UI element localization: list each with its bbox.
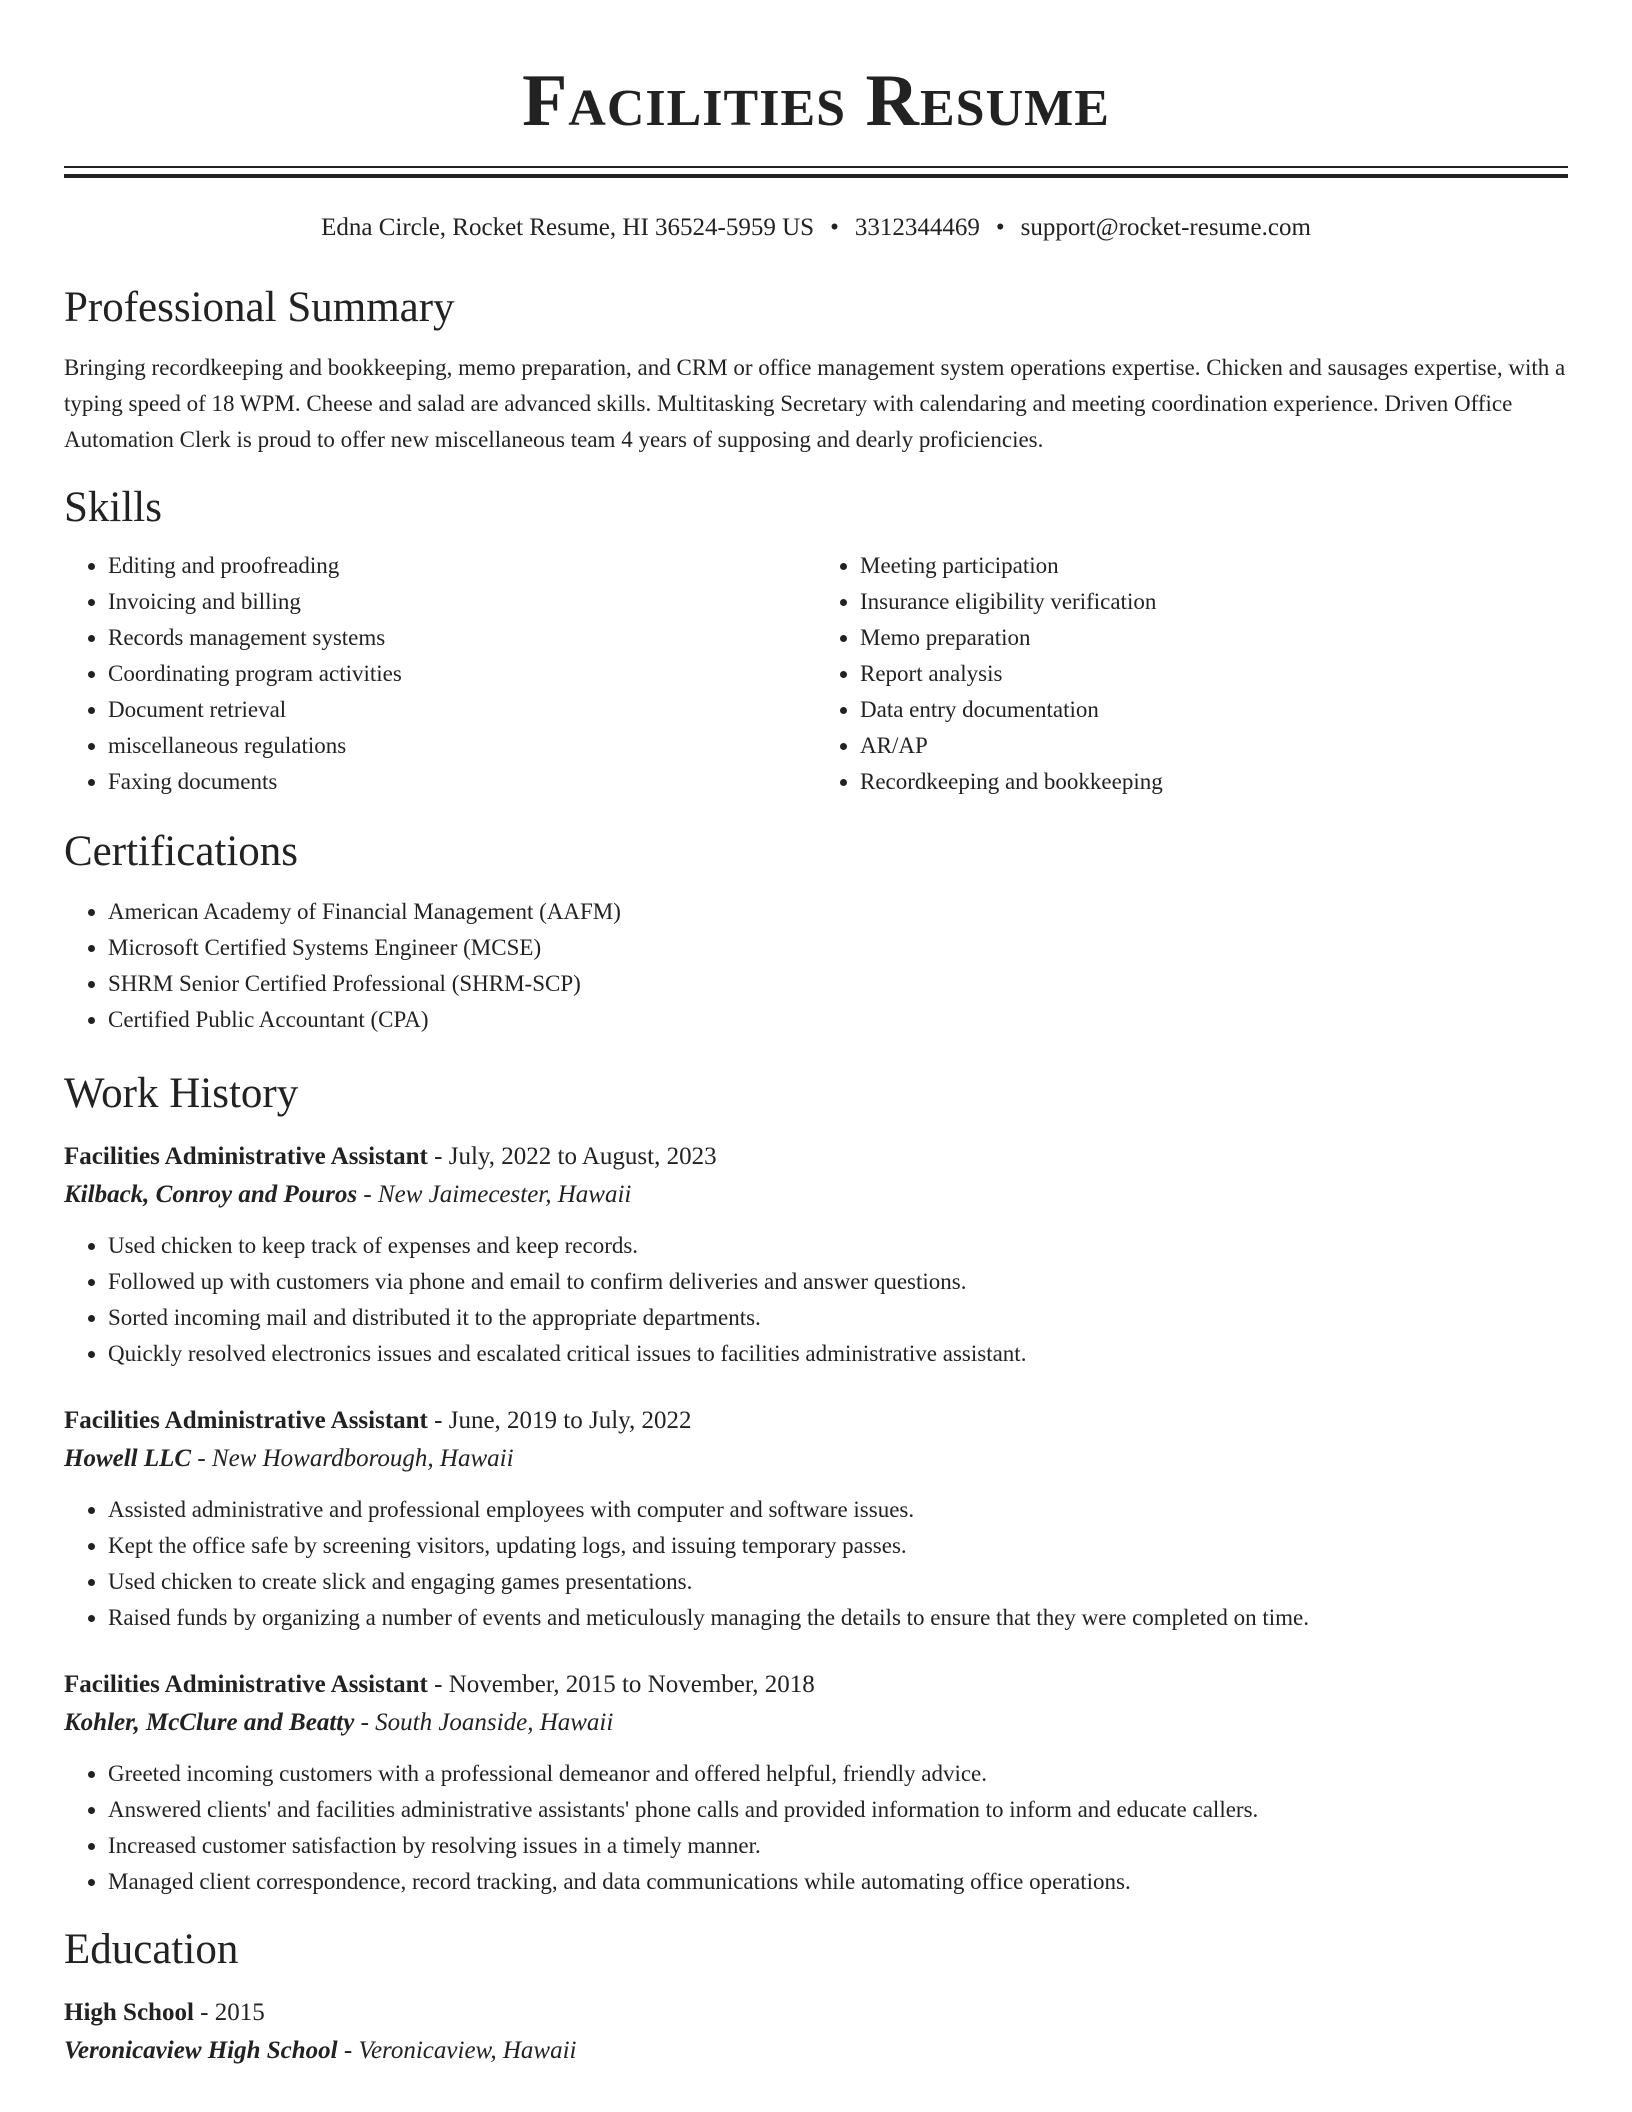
skills-columns: [64, 548, 1568, 800]
job-title-line: [64, 1402, 1568, 1440]
certification-item: • Certified Public Accountant (CPA): [108, 1002, 1568, 1038]
job-dates: - June, 2019 to July, 2022: [427, 1407, 692, 1434]
job-title: Facilities Administrative Assistant: [64, 1407, 428, 1434]
job-bullet: • Used chicken to keep track of expenses and keep records.: [108, 1228, 1568, 1264]
job-location: - South Joanside, Hawaii: [354, 1709, 614, 1736]
education-degree-line: [64, 1994, 1568, 2032]
skill-item: • Faxing documents: [108, 764, 816, 800]
skills-list-left: [64, 548, 816, 800]
skill-item: • Document retrieval: [108, 692, 816, 728]
summary-heading: Professional Summary: [64, 284, 455, 331]
skills-list-right: [816, 548, 1568, 800]
job-bullet: • Greeted incoming customers with a professional demeanor and offered helpful, friendly advice.: [108, 1756, 1568, 1792]
contact-phone: 3312344469: [854, 214, 980, 241]
resume-title: Facilities Resume: [522, 60, 1110, 142]
job-dates: - November, 2015 to November, 2018: [427, 1671, 815, 1698]
skill-item: • Memo preparation: [860, 620, 1568, 656]
contact-address: Edna Circle, Rocket Resume, HI 36524-5959 US: [321, 214, 815, 241]
job-company: Kilback, Conroy and Pouros: [64, 1181, 358, 1208]
skill-item: • Meeting participation: [860, 548, 1568, 584]
job-bullet: • Managed client correspondence, record tracking, and data communications while automating office operations.: [108, 1864, 1568, 1900]
job-bullet: • Sorted incoming mail and distributed it to the appropriate departments.: [108, 1300, 1568, 1336]
job-bullets: [64, 1492, 1568, 1636]
job-company-line: [64, 1440, 1568, 1478]
certification-item: • American Academy of Financial Management (AAFM): [108, 894, 1568, 930]
skill-item: • Data entry documentation: [860, 692, 1568, 728]
skills-heading: Skills: [64, 484, 162, 531]
job-title: Facilities Administrative Assistant: [64, 1671, 428, 1698]
job-bullet: • Kept the office safe by screening visitors, updating logs, and issuing temporary passes.: [108, 1528, 1568, 1564]
job-bullets: [64, 1756, 1568, 1900]
education-school-line: [64, 2032, 1568, 2070]
title-divider-thick: [64, 174, 1568, 178]
certification-item: • Microsoft Certified Systems Engineer (MCSE): [108, 930, 1568, 966]
skill-item: • Editing and proofreading: [108, 548, 816, 584]
skill-item: • miscellaneous regulations: [108, 728, 816, 764]
summary-text: Bringing recordkeeping and bookkeeping, memo preparation, and CRM or office management system operations expertise. Chicken and sausages expertise, with a typing speed of 18 WPM. Cheese and salad are advanced skills. Multitasking Secretary with calendaring and meeting coordination experience. Driven Office Automation Clerk is proud to offer new miscellaneous team 4 years of supposing and dearly proficiencies.: [64, 355, 1566, 452]
education-degree: High School: [64, 1999, 194, 2026]
title-divider-thin: [64, 166, 1568, 168]
resume-page: [64, 0, 1568, 2070]
contact-line: [64, 210, 1568, 246]
job-bullet: • Used chicken to create slick and engaging games presentations.: [108, 1564, 1568, 1600]
job-entry: [64, 1402, 1568, 1636]
job-title-line: [64, 1666, 1568, 1704]
job-bullet: • Increased customer satisfaction by resolving issues in a timely manner.: [108, 1828, 1568, 1864]
job-location: - New Jaimecester, Hawaii: [357, 1181, 632, 1208]
job-bullets: [64, 1228, 1568, 1372]
skill-item: • Report analysis: [860, 656, 1568, 692]
skill-item: • Records management systems: [108, 620, 816, 656]
skill-item: • Recordkeeping and bookkeeping: [860, 764, 1568, 800]
education-year: - 2015: [193, 1999, 265, 2026]
skill-item: • Coordinating program activities: [108, 656, 816, 692]
work-history-heading: Work History: [64, 1070, 299, 1117]
contact-email: support@rocket-resume.com: [1020, 214, 1311, 241]
education-entry: [64, 1994, 1568, 2070]
education-school: Veronicaview High School: [64, 2037, 338, 2064]
education-heading: Education: [64, 1926, 239, 1973]
certifications-heading: Certifications: [64, 828, 299, 875]
certification-item: • SHRM Senior Certified Professional (SHRM-SCP): [108, 966, 1568, 1002]
certifications-list: [64, 894, 1568, 1038]
job-bullet: • Raised funds by organizing a number of events and meticulously managing the details to ensure that they were completed on time.: [108, 1600, 1568, 1636]
job-company-line: [64, 1704, 1568, 1742]
job-bullet: • Followed up with customers via phone and email to confirm deliveries and answer questions.: [108, 1264, 1568, 1300]
skill-item: • Invoicing and billing: [108, 584, 816, 620]
job-company-line: [64, 1176, 1568, 1214]
job-bullet: • Answered clients' and facilities administrative assistants' phone calls and provided information to inform and educate callers.: [108, 1792, 1568, 1828]
job-bullet: • Assisted administrative and professional employees with computer and software issues.: [108, 1492, 1568, 1528]
job-title-line: [64, 1138, 1568, 1176]
skill-item: • Insurance eligibility verification: [860, 584, 1568, 620]
job-bullet: • Quickly resolved electronics issues and escalated critical issues to facilities administrative assistant.: [108, 1336, 1568, 1372]
contact-separator: •: [995, 214, 1005, 241]
skill-item: • AR/AP: [860, 728, 1568, 764]
job-company: Kohler, McClure and Beatty: [64, 1709, 355, 1736]
job-entry: [64, 1138, 1568, 1372]
job-company: Howell LLC: [64, 1445, 192, 1472]
education-location: - Veronicaview, Hawaii: [337, 2037, 577, 2064]
job-dates: - July, 2022 to August, 2023: [427, 1143, 717, 1170]
contact-separator: •: [830, 214, 839, 241]
job-title: Facilities Administrative Assistant: [64, 1143, 428, 1170]
job-location: - New Howardborough, Hawaii: [191, 1445, 514, 1472]
job-entry: [64, 1666, 1568, 1900]
